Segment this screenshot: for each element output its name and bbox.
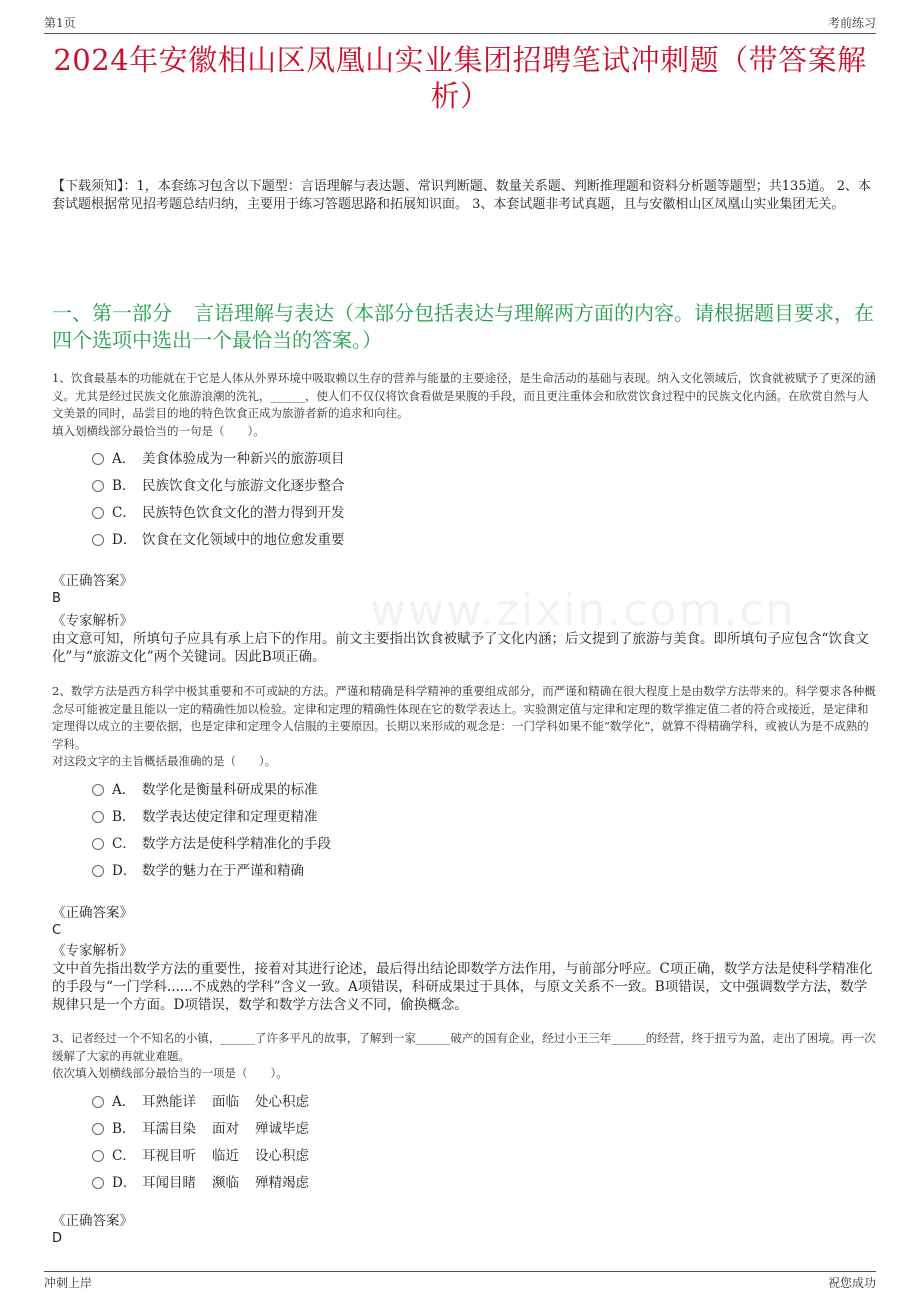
question-stem: 1、饮食最基本的功能就在于它是人体从外界环境中吸取赖以生存的营养与能量的主要途径，是生命活动的基础与表现。纳入文化领域后，饮食就被赋予了更深的涵义。尤其是经过民族文化旅游浪潮的洗礼，______，使人们不仅仅将饮食看做是果腹的手段，而且更注重体会和欣赏饮食过程中的民族文化内涵。在欣赏自然与人文美景的同时，品尝目的地的特色饮食正成为旅游者新的追求和向往。: [52, 371, 876, 420]
radio-icon[interactable]: [92, 784, 104, 796]
answer-block-1: [52, 572, 876, 608]
analysis-block-2: [52, 942, 876, 1014]
option-c[interactable]: C． 耳视目听 临近 设心积虑: [92, 1140, 876, 1167]
download-notice: 【下载须知】：1，本套练习包含以下题型：言语理解与表达题、常识判断题、数量关系题、判断推理题和资料分析题等题型；共135道。 2、本套试题根据常见招考题总结归纳，主要用于练习答题思路和拓展知识面。 3、本套试题非考试真题，且与安徽相山区凤凰山实业集团无关。: [52, 179, 871, 212]
option-a[interactable]: A． 美食体验成为一种新兴的旅游项目: [92, 444, 876, 471]
option-c[interactable]: C． 民族特色饮食文化的潜力得到开发: [92, 498, 876, 525]
answer-block-3: [52, 1212, 876, 1248]
radio-icon[interactable]: [92, 1150, 104, 1162]
analysis-label: 《专家解析》: [52, 613, 133, 629]
footer-left: 冲刺上岸: [44, 1276, 93, 1290]
page-number: 第1页: [44, 16, 76, 30]
analysis-label: 《专家解析》: [52, 943, 133, 959]
option-d[interactable]: D． 数学的魅力在于严谨和精确: [92, 855, 876, 882]
answer-value: D: [52, 1231, 63, 1246]
watermark: www.zixin.com.cn: [370, 585, 796, 636]
question-stem: 2、数学方法是西方科学中极其重要和不可或缺的方法。严谨和精确是科学精神的重要组成部分，而严谨和精确在很大程度上是由数学方法带来的。科学要求各种概念尽可能被定量且能以一定的精确性加以检验。定律和定理的精确性体现在它的数学表达上。实验测定值与定律和定理的数学推定值二者的符合或接近，是定律和定理得以成立的主要依据，也是定律和定理令人信服的主要原因。长期以来形成的观念是：一门学科如果不能“数学化”，就算不得精确学科，或被认为是不成熟的学科。: [52, 684, 876, 751]
section-heading: [52, 300, 876, 354]
analysis-block-1: [52, 612, 876, 666]
header-tag: 考前练习: [827, 16, 876, 30]
option-d[interactable]: D． 饮食在文化领域中的地位愈发重要: [92, 525, 876, 552]
answer-label: 《正确答案》: [52, 1213, 133, 1229]
page-header: [44, 14, 876, 34]
answer-label: 《正确答案》: [52, 905, 133, 921]
option-b[interactable]: B． 民族饮食文化与旅游文化逐步整合: [92, 471, 876, 498]
option-c[interactable]: C． 数学方法是使科学精准化的手段: [92, 828, 876, 855]
question-prompt: 填入划横线部分最恰当的一句是（ ）。: [52, 423, 265, 438]
radio-icon[interactable]: [92, 1096, 104, 1108]
section-text: 言语理解与表达（本部分包括表达与理解两方面的内容。请根据题目要求，在四个选项中选出一个最恰当的答案。）: [52, 301, 874, 352]
radio-icon[interactable]: [92, 480, 104, 492]
section-prefix: 一、第一部分: [52, 301, 172, 325]
question-prompt: 依次填入划横线部分最恰当的一项是（ ）。: [52, 1066, 288, 1080]
radio-icon[interactable]: [92, 1123, 104, 1135]
option-a[interactable]: A． 耳熟能详 面临 处心积虑: [92, 1086, 876, 1113]
option-d[interactable]: D． 耳闻目睹 濒临 殚精竭虑: [92, 1167, 876, 1194]
analysis-text: 由文意可知，所填句子应具有承上启下的作用。前文主要指出饮食被赋予了文化内涵；后文提到了旅游与美食。即所填句子应包含“饮食文化”与“旅游文化”两个关键词。因此B项正确。: [52, 631, 869, 665]
option-b[interactable]: B． 耳濡目染 面对 殚诚毕虑: [92, 1113, 876, 1140]
question-3: [52, 1030, 876, 1194]
document-title: 2024年安徽相山区凤凰山实业集团招聘笔试冲刺题（带答案解析）: [53, 43, 867, 113]
option-list: [92, 444, 876, 552]
question-stem: 3、记者经过一个不知名的小镇，______了许多平凡的故事，了解到一家______破产的国有企业，经过小王三年______的经营，终于扭亏为盈，走出了困境。再一次缓解了大家的再就业难题。: [52, 1031, 876, 1063]
radio-icon[interactable]: [92, 811, 104, 823]
radio-icon[interactable]: [92, 534, 104, 546]
radio-icon[interactable]: [92, 1177, 104, 1189]
option-list: [92, 774, 876, 882]
analysis-text: 文中首先指出数学方法的重要性，接着对其进行论述，最后得出结论即数学方法作用，与前部分呼应。C项正确，数学方法是使科学精准化的手段与“一门学科......不成熟的学科”含义一致。A项错误，科研成果过于具体，与原文关系不一致。B项错误，文中强调数学方法，数学规律只是一个方面。D项错误，数学和数学方法含义不同，偷换概念。: [52, 961, 873, 1013]
radio-icon[interactable]: [92, 507, 104, 519]
radio-icon[interactable]: [92, 838, 104, 850]
answer-value: B: [52, 591, 61, 606]
footer-right: 祝您成功: [827, 1276, 876, 1290]
option-a[interactable]: A． 数学化是衡量科研成果的标准: [92, 774, 876, 801]
page-footer: [44, 1271, 876, 1291]
question-1: [52, 370, 876, 552]
option-list: [92, 1086, 876, 1194]
answer-label: 《正确答案》: [52, 573, 133, 589]
question-prompt: 对这段文字的主旨概括最准确的是（ ）。: [52, 754, 277, 768]
answer-block-2: [52, 904, 876, 940]
answer-value: C: [52, 923, 62, 938]
option-b[interactable]: B． 数学表达使定律和定理更精准: [92, 801, 876, 828]
radio-icon[interactable]: [92, 865, 104, 877]
question-2: [52, 683, 876, 882]
radio-icon[interactable]: [92, 453, 104, 465]
